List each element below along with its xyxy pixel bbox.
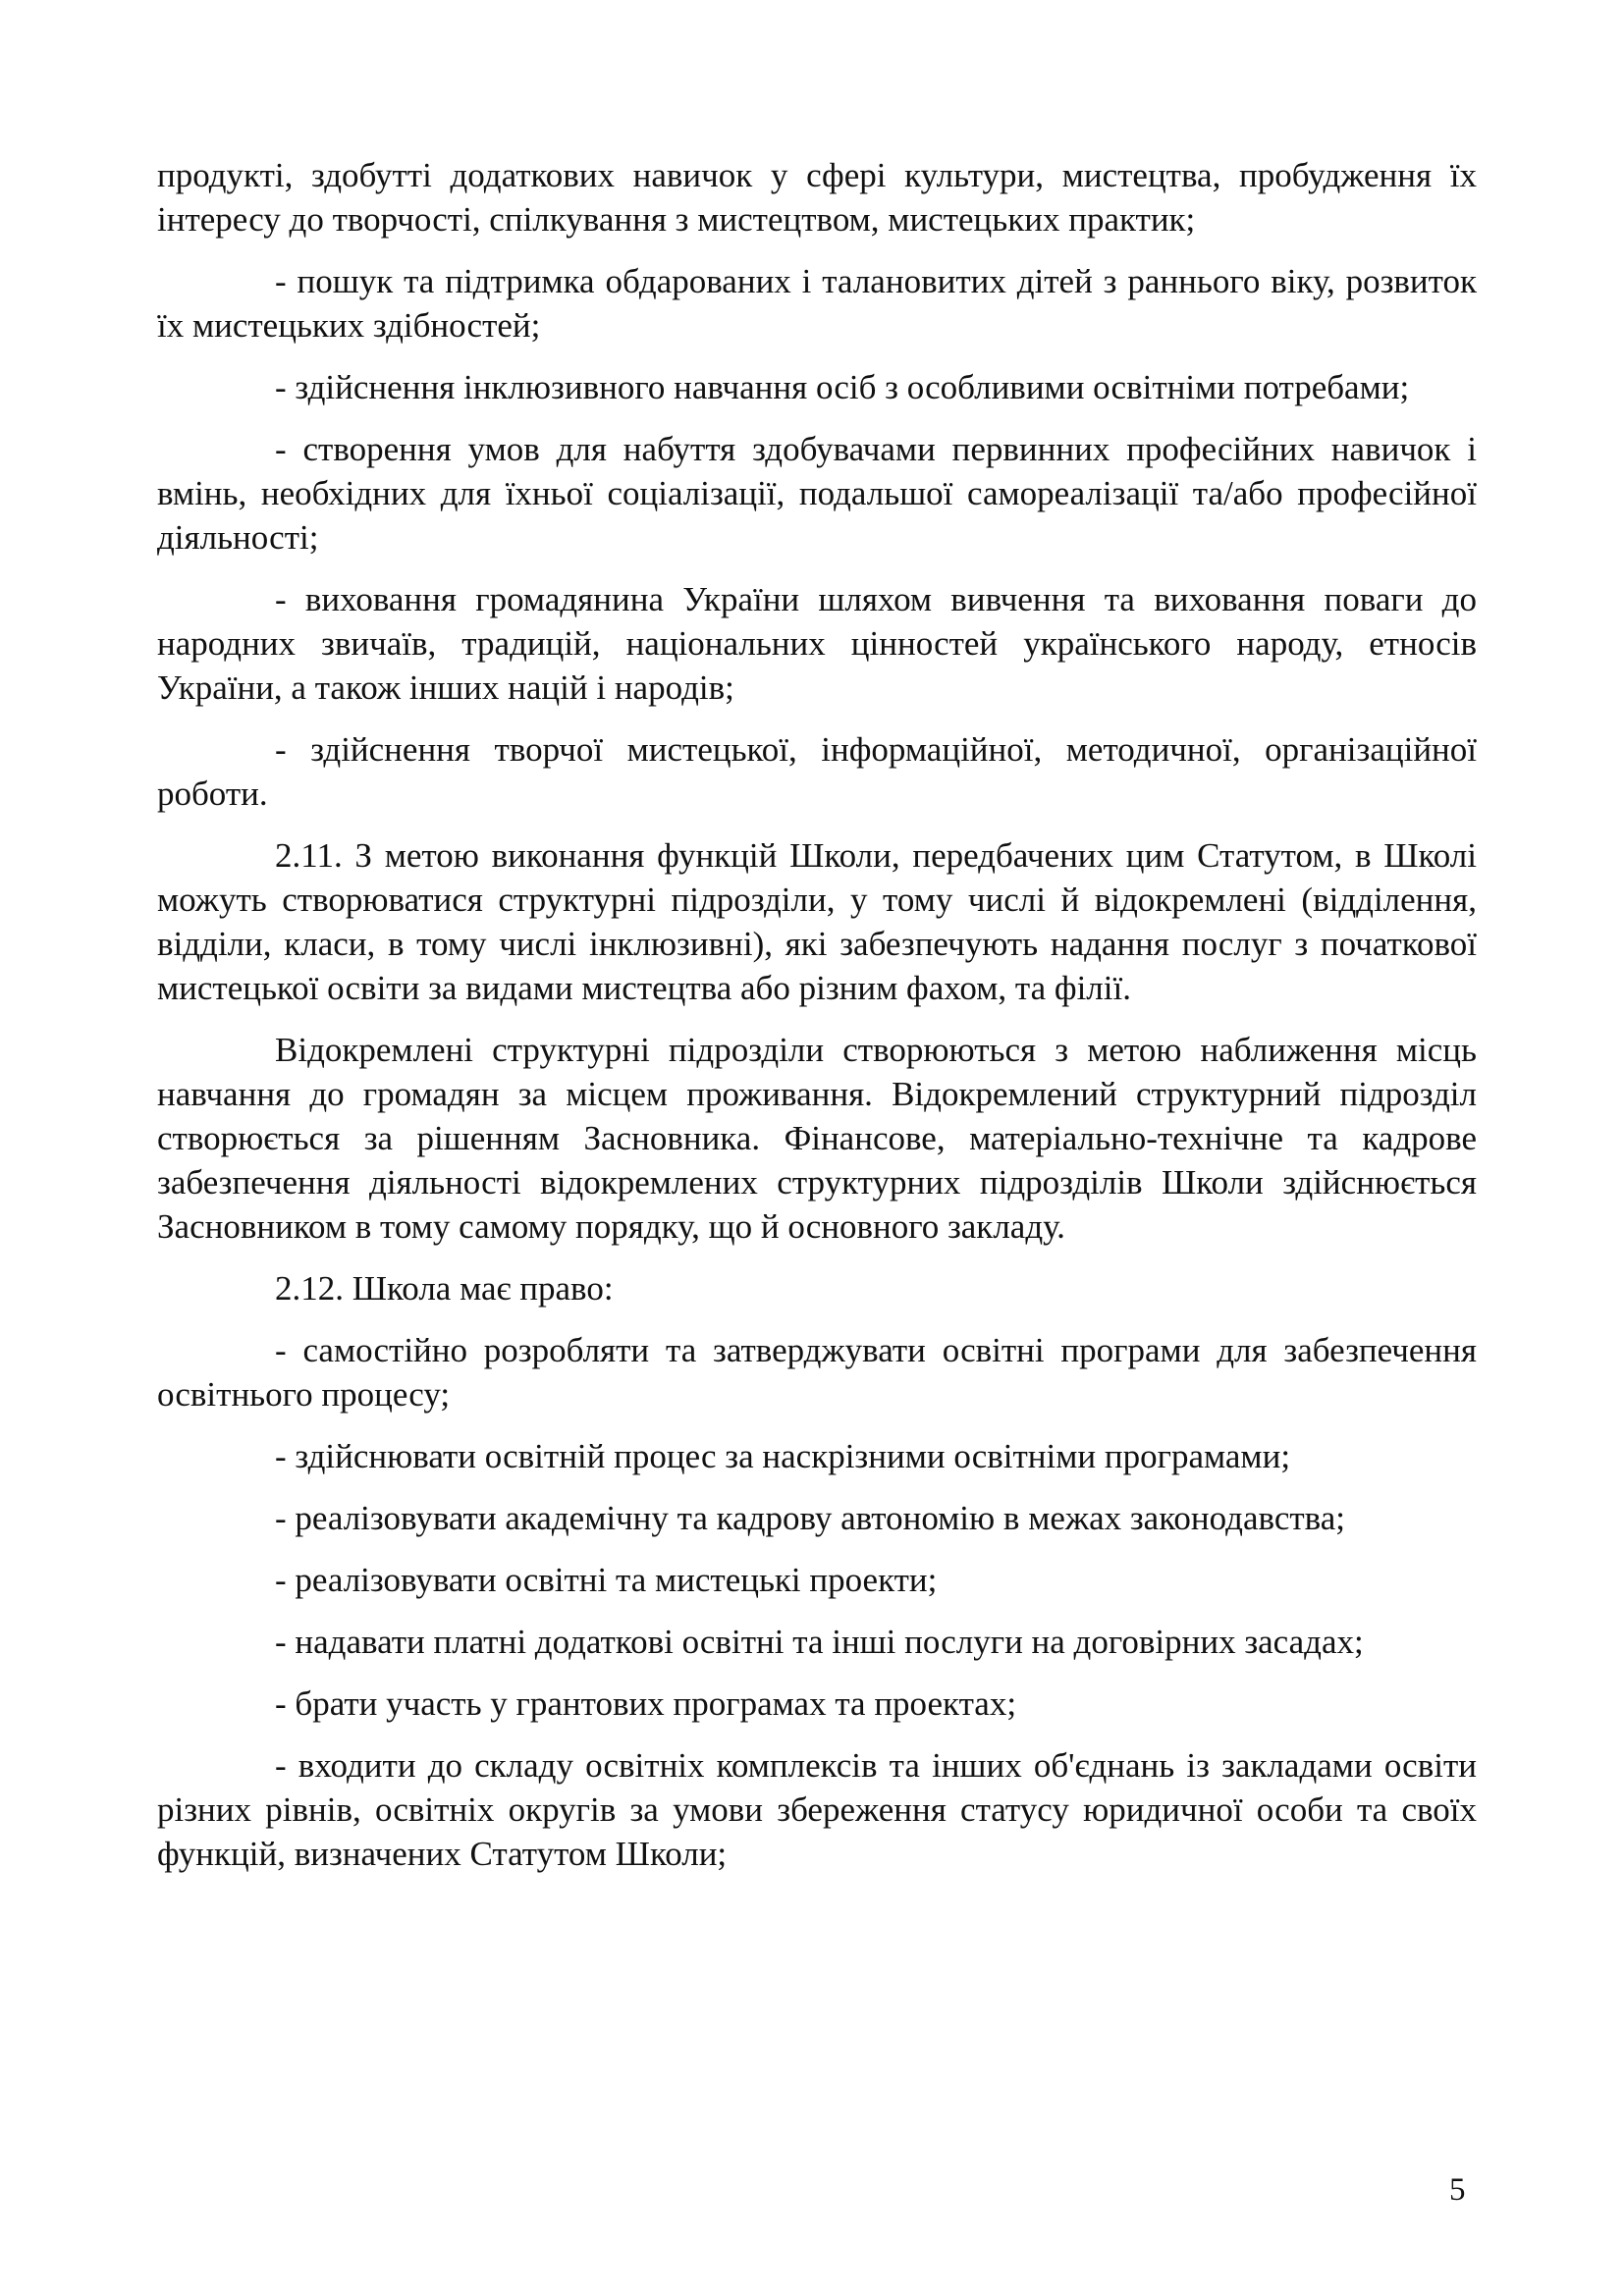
list-item-associations: - входити до складу освітніх комплексів та інших об'єднань із закладами освіти різних рівнів, освітніх округів за умови збереження статусу юридичної особи та своїх функцій, визначених Статутом Школи; bbox=[157, 1746, 1477, 1873]
list-item-gifted-children: - пошук та підтримка обдарованих і талановитих дітей з раннього віку, розвиток їх мистецьких здібностей; bbox=[157, 262, 1477, 345]
list-item-inclusive-education: - здійснення інклюзивного навчання осіб з особливими освітніми потребами; bbox=[275, 368, 1410, 406]
list-item-professional-skills: - створення умов для набуття здобувачами первинних професійних навичок і вмінь, необхідних для їхньої соціалізації, подальшої самореалізації та/або професійної діяльності; bbox=[157, 430, 1477, 557]
list-item-educational-process: - здійснювати освітній процес за наскрізними освітніми програмами; bbox=[275, 1437, 1291, 1475]
list-item-projects: - реалізовувати освітні та мистецькі проекти; bbox=[275, 1561, 938, 1599]
list-item-creative-work: - здійснення творчої мистецької, інформаційної, методичної, організаційної роботи. bbox=[157, 730, 1477, 813]
paragraph-2-11: 2.11. З метою виконання функцій Школи, передбачених цим Статутом, в Школі можуть створюватися структурні підрозділи, у тому числі й відокремлені (відділення, відділи, класи, в тому числі інклюзивні), які забезпечують надання послуг з початкової мистецької освіти за видами мистецтва або різним фахом, та філії. bbox=[157, 836, 1477, 1007]
list-item-paid-services: - надавати платні додаткові освітні та інші послуги на договірних засадах; bbox=[275, 1623, 1364, 1661]
paragraph-continuation: продукті, здобутті додаткових навичок у сфері культури, мистецтва, пробудження їх інтересу до творчості, спілкування з мистецтвом, мистецьких практик; bbox=[157, 156, 1477, 239]
page-number: 5 bbox=[1449, 2172, 1466, 2208]
list-item-grants: - брати участь у грантових програмах та проектах; bbox=[275, 1684, 1017, 1723]
list-item-autonomy: - реалізовувати академічну та кадрову автономію в межах законодавства; bbox=[275, 1499, 1345, 1537]
document-body bbox=[157, 153, 1477, 1894]
paragraph-separate-units: Відокремлені структурні підрозділи створюються з метою наближення місць навчання до громадян за місцем проживання. Відокремлений структурний підрозділ створюється за рішенням Засновника. Фінансове, матеріально-технічне та кадрове забезпечення діяльності відокремлених структурних підрозділів Школи здійснюється Засновником в тому самому порядку, що й основного закладу. bbox=[157, 1031, 1477, 1246]
paragraph-2-12-heading: 2.12. Школа має право: bbox=[275, 1269, 614, 1308]
list-item-citizen-upbringing: - виховання громадянина України шляхом вивчення та виховання поваги до народних звичаїв, традицій, національних цінностей українського народу, етносів України, а також інших націй і народів; bbox=[157, 580, 1477, 707]
list-item-develop-programs: - самостійно розробляти та затверджувати освітні програми для забезпечення освітнього процесу; bbox=[157, 1331, 1477, 1414]
